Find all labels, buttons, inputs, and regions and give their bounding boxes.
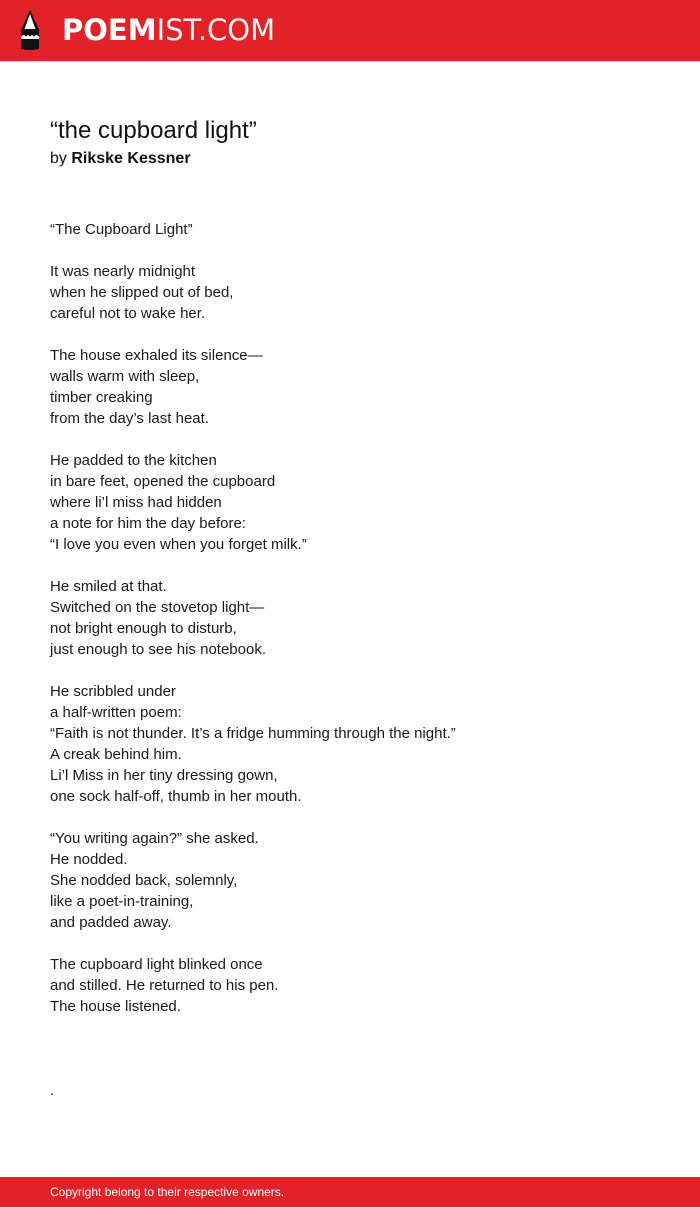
poem-line: The house listened. xyxy=(50,998,181,1015)
poem-line: “I love you even when you forget milk.” xyxy=(50,536,307,553)
poem-line: not bright enough to disturb, xyxy=(50,620,237,637)
poem-line: He nodded. xyxy=(50,851,128,868)
logo-light-text: IST.COM xyxy=(156,13,276,47)
poem-line: Switched on the stovetop light— xyxy=(50,599,265,616)
site-footer xyxy=(0,1177,700,1207)
poem-line: Li’l Miss in her tiny dressing gown, xyxy=(50,767,278,784)
poem-title: “the cupboard light” xyxy=(50,117,257,144)
poem-line: one sock half-off, thumb in her mouth. xyxy=(50,788,302,805)
poem-line: A creak behind him. xyxy=(50,746,182,763)
poem-line: a half-written poem: xyxy=(50,704,182,721)
stanza xyxy=(50,261,670,324)
poem-line: timber creaking xyxy=(50,389,153,406)
byline xyxy=(50,148,191,170)
stanza xyxy=(50,954,670,1017)
poem-line: like a poet-in-training, xyxy=(50,893,194,910)
poem-line: careful not to wake her. xyxy=(50,305,206,322)
author-name: Rikske Kessner xyxy=(71,150,191,167)
poem-line: “Faith is not thunder. It’s a fridge humming through the night.” xyxy=(50,725,456,742)
poem-body xyxy=(50,219,670,1038)
poem-line: He padded to the kitchen xyxy=(50,452,217,469)
poem-line: “You writing again?” she asked. xyxy=(50,830,259,847)
end-mark: . xyxy=(50,1082,55,1099)
poem-line: and padded away. xyxy=(50,914,172,931)
poem-line: He scribbled under xyxy=(50,683,176,700)
poem-line: when he slipped out of bed, xyxy=(50,284,234,301)
site-header xyxy=(0,0,700,62)
poem-line: It was nearly midnight xyxy=(50,263,196,280)
stanza xyxy=(50,681,670,807)
poem-line: The house exhaled its silence— xyxy=(50,347,263,364)
poem-line: walls warm with sleep, xyxy=(50,368,200,385)
pencil-tip-icon[interactable] xyxy=(17,9,43,51)
stanza xyxy=(50,450,670,555)
poem-line: in bare feet, opened the cupboard xyxy=(50,473,276,490)
poem-line: where li’l miss had hidden xyxy=(50,494,222,511)
stanza xyxy=(50,576,670,660)
poem-line: The cupboard light blinked once xyxy=(50,956,263,973)
poem-line: and stilled. He returned to his pen. xyxy=(50,977,279,994)
poem-line: “The Cupboard Light” xyxy=(50,221,193,238)
poem-line: from the day’s last heat. xyxy=(50,410,209,427)
poem-line: She nodded back, solemnly, xyxy=(50,872,238,889)
stanza xyxy=(50,219,670,240)
logo-bold-text: POEM xyxy=(62,13,157,47)
site-logo[interactable] xyxy=(62,12,275,48)
stanza xyxy=(50,828,670,933)
poem-line: just enough to see his notebook. xyxy=(50,641,266,658)
poem-line: a note for him the day before: xyxy=(50,515,246,532)
by-label: by xyxy=(50,150,67,167)
stanza xyxy=(50,345,670,429)
poem-line: He smiled at that. xyxy=(50,578,167,595)
copyright-notice: Copyright belong to their respective owners. xyxy=(50,1185,285,1199)
